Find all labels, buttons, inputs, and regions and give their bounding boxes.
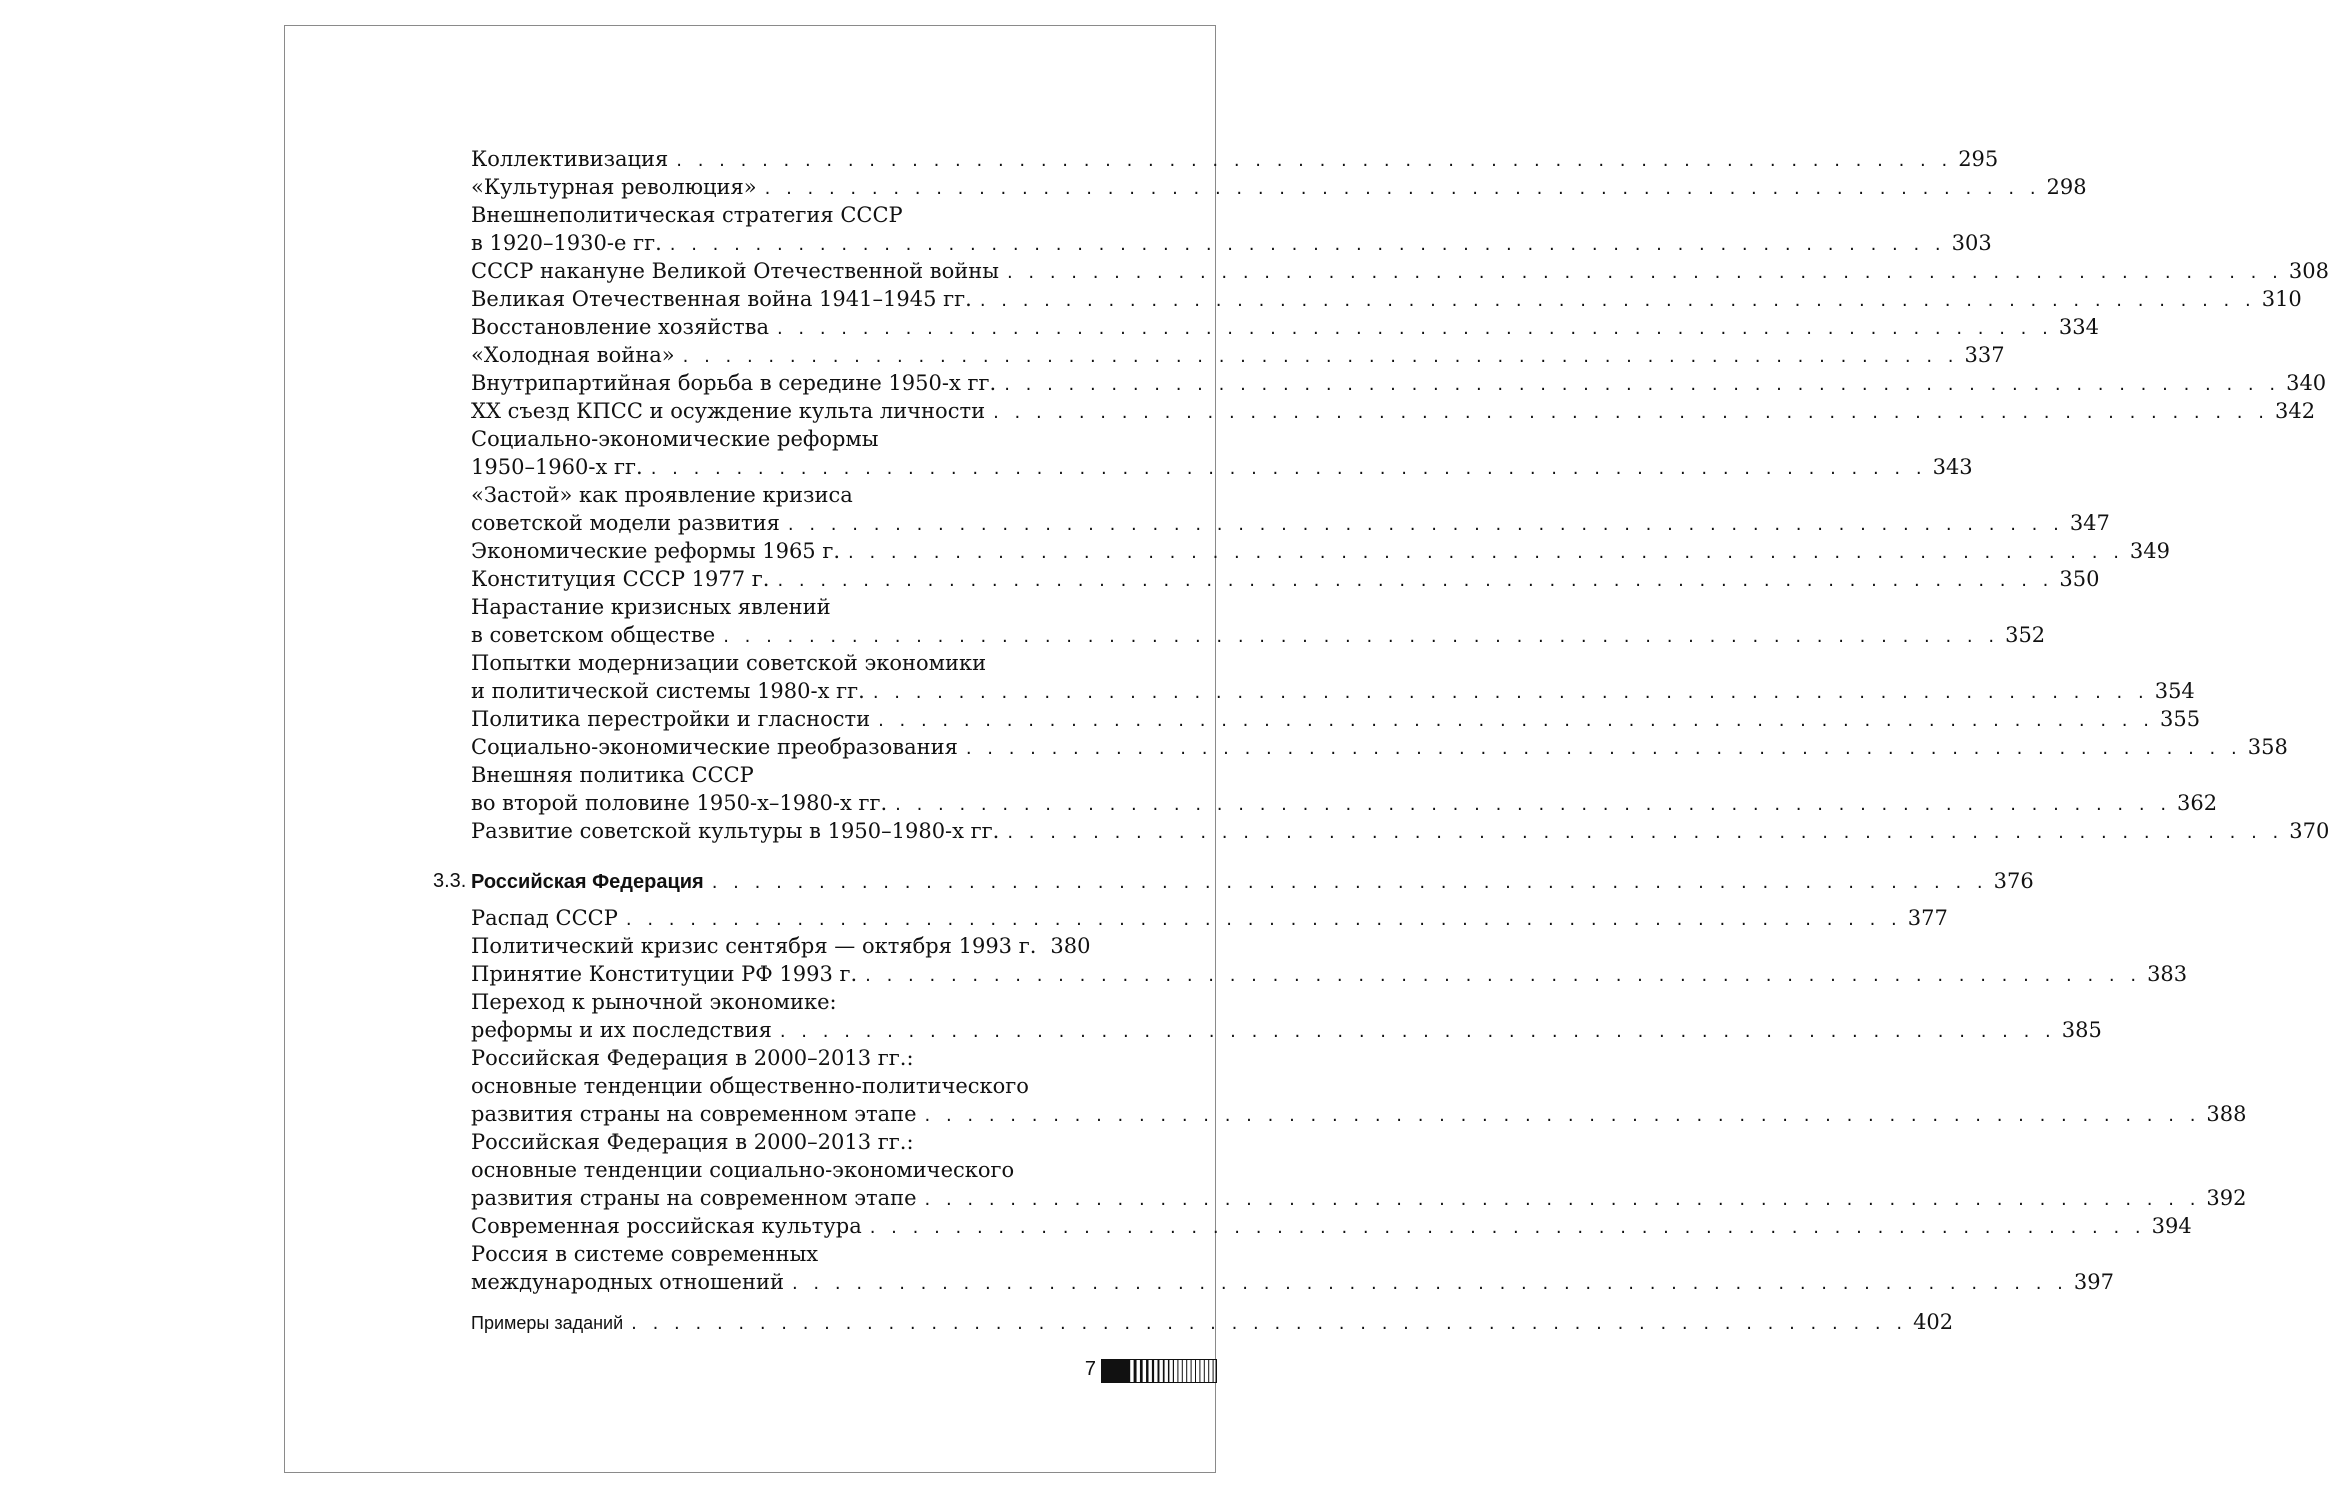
entry-title: Социально-экономические реформы (471, 427, 879, 451)
toc-entry (471, 537, 2171, 565)
toc-entry (471, 705, 2201, 733)
toc-entry-line (471, 425, 1087, 453)
marker-block (1101, 1359, 1127, 1383)
entry-page-number: 362 (2177, 791, 2218, 815)
toc-entry (471, 145, 1999, 173)
entry-title: Внутрипартийная борьба в середине 1950-х гг. (471, 371, 997, 395)
entry-title: Современная российская культура (471, 1214, 862, 1238)
entry-title: «Культурная революция» (471, 175, 757, 199)
entry-title: Политический кризис сентября — октября 1993 г. (471, 934, 1037, 958)
toc-entry-line (471, 145, 1999, 173)
entry-title: Российская Федерация в 2000–2013 гг.: (471, 1046, 914, 1070)
dot-leader: . . . . . . . . . . . . . . . . . . . . . . . . . . . . . . . . . . . . . . . . . . . . . . . . . . . . . . . . . . . . (869, 1217, 2146, 1238)
marker-stripe (1152, 1359, 1154, 1383)
toc-entry (471, 649, 2195, 705)
marker-stripe (1213, 1359, 1214, 1383)
entry-title: XX съезд КПСС и осуждение культа личности (471, 399, 986, 423)
dot-leader: . . . . . . . . . . . . . . . . . . . . . . . . . . . . . . . . . . . . . . . . . . . . . . . . . . . . . . . . . . . . (777, 570, 2054, 591)
entry-title: Великая Отечественная война 1941–1945 гг. (471, 287, 972, 311)
entry-title: Распад СССР (471, 906, 618, 930)
entry-title: основные тенденции общественно-политического (471, 1074, 1029, 1098)
toc-entry-line (471, 1212, 2192, 1240)
entry-page-number: 354 (2154, 679, 2195, 703)
dot-leader: . . . . . . . . . . . . . . . . . . . . . . . . . . . . . . . . . . . . . . . . . . . . . . . . . . . . . . . . . . . . (993, 402, 2269, 423)
entry-page-number: 394 (2151, 1214, 2192, 1238)
dot-leader: . . . . . . . . . . . . . . . . . . . . . . . . . . . . . . . . . . . . . . . . . . . . . . . . . . . . . . . . . . . . (791, 1273, 2068, 1294)
dot-leader: . . . . . . . . . . . . . . . . . . . . . . . . . . . . . . . . . . . . . . . . . . . . . . . . . . . . . . . . . . . . (779, 1021, 2056, 1042)
dot-leader: . . . . . . . . . . . . . . . . . . . . . . . . . . . . . . . . . . . . . . . . . . . . . . . . . . . . . . . . . . . . (1004, 374, 2281, 395)
entry-title: «Застой» как проявление кризиса (471, 483, 853, 507)
toc-entry-line (471, 509, 2110, 537)
marker-stripe (1208, 1359, 1209, 1383)
toc-entry (471, 425, 1973, 481)
toc-entry-line (471, 1240, 1087, 1268)
marker-stripe (1146, 1359, 1148, 1383)
page-number: 7 (1084, 1358, 1096, 1380)
entry-title: во второй половине 1950-х–1980-х гг. (471, 791, 888, 815)
marker-stripe (1127, 1359, 1130, 1383)
toc-entry-line (471, 397, 2316, 425)
entry-title: Российская Федерация в 2000–2013 гг.: (471, 1130, 914, 1154)
entry-page-number: 370 (2289, 819, 2329, 843)
toc-entry-line (471, 201, 1087, 229)
toc-entry-line (471, 537, 2171, 565)
marker-stripe (1177, 1359, 1178, 1383)
toc-entry-line (471, 1016, 2102, 1044)
toc-entry-line (471, 904, 1948, 932)
toc-entry (471, 761, 2218, 817)
toc-entry-line (471, 789, 2218, 817)
toc-entry-line (471, 1072, 1087, 1100)
entry-title: в советском обществе (471, 623, 716, 647)
toc-entry-line (471, 705, 2201, 733)
dot-leader: . . . . . . . . . . . . . . . . . . . . . . . . . . . . . . . . . . . . . . . . . . . . . . . . . . . . . . . . . . . . (625, 909, 1902, 930)
entry-title: «Холодная война» (471, 343, 675, 367)
toc-entry-line (471, 565, 2100, 593)
entry-page-number: 298 (2046, 175, 2087, 199)
entry-title: Политика перестройки и гласности (471, 707, 871, 731)
toc-entry-line (471, 733, 2288, 761)
entry-page-number: 380 (1050, 934, 1091, 958)
dot-leader: . . . . . . . . . . . . . . . . . . . . . . . . . . . . . . . . . . . . . . . . . . . . . . . . . . . . . . . . . . . . (848, 542, 2124, 563)
dot-leader: . . . . . . . . . . . . . . . . . . . . . . . . . . . . . . . . . . . . . . . . . . . . . . . . . . . . . . . . . . . . (650, 458, 1927, 479)
entry-title: Внешняя политика СССР (471, 763, 754, 787)
toc-entry-line (471, 453, 1973, 481)
toc-entry (471, 904, 1948, 932)
entry-title: международных отношений (471, 1270, 784, 1294)
entry-page-number: 397 (2073, 1270, 2114, 1294)
entry-page-number: 388 (2206, 1102, 2247, 1126)
entry-page-number: 350 (2059, 567, 2100, 591)
entry-title: в 1920–1930-е гг. (471, 231, 662, 255)
entry-title: Коллективизация (471, 147, 669, 171)
toc-entry (471, 932, 1091, 960)
toc-entry (471, 397, 2316, 425)
dot-leader: . . . . . . . . . . . . . . . . . . . . . . . . . . . . . . . . . . . . . . . . . . . . . . . . . . . . . . . . . . . . (787, 514, 2064, 535)
marker-stripe (1168, 1359, 1169, 1383)
toc-entry-line (471, 1128, 1087, 1156)
dot-leader: . . . . . . . . . . . . . . . . . . . . . . . . . . . . . . . . . . . . . . . . . . . . . . . . . . . . . . . . . . . . (711, 872, 1988, 893)
toc-entry-line (471, 341, 2005, 369)
dot-leader: . . . . . . . . . . . . . . . . . . . . . . . . . . . . . . . . . . . . . . . . . . . . . . . . . . . . . . . . . . . . (979, 290, 2256, 311)
section-page-number: 376 (1993, 869, 2034, 893)
toc-entry-line (471, 1184, 2247, 1212)
entry-title: реформы и их последствия (471, 1018, 772, 1042)
toc-entry (471, 201, 1992, 257)
marker-stripe (1195, 1359, 1196, 1383)
dot-leader: . . . . . . . . . . . . . . . . . . . . . . . . . . . . . . . . . . . . . . . . . . . . . . . . . . . . . . . . . . . . (682, 346, 1959, 367)
entry-title: Нарастание кризисных явлений (471, 595, 831, 619)
toc-entries-bottom (471, 904, 2247, 1296)
entry-title: 1950–1960-х гг. (471, 455, 643, 479)
dot-leader: . . . . . . . . . . . . . . . . . . . . . . . . . . . . . . . . . . . . . . . . . . . . . . . . . . . . . . . . . . . . (776, 318, 2053, 339)
marker-stripe (1163, 1359, 1165, 1383)
entry-page-number: 337 (1964, 343, 2005, 367)
entry-page-number: 303 (1951, 231, 1992, 255)
dot-leader: . . . . . . . . . . . . . . . . . . . . . . . . . . . . . . . . . . . . . . . . . . . . . . . . . . . . . . . . . . . . (872, 682, 2149, 703)
toc-entry-line (471, 761, 1087, 789)
entry-page-number: 385 (2061, 1018, 2102, 1042)
toc-entry (471, 1240, 2114, 1296)
entry-page-number: 358 (2247, 735, 2288, 759)
entry-title: Переход к рыночной экономике: (471, 990, 837, 1014)
marker-stripe (1191, 1359, 1192, 1383)
entry-page-number: 352 (2005, 623, 2046, 647)
dot-leader: . . . . . . . . . . . . . . . . . . . . . . . . . . . . . . . . . . . . . . . . . . . . . . . . . . . . . . . . . . . . (878, 710, 2154, 731)
marker-stripe (1182, 1359, 1183, 1383)
entry-page-number: 347 (2069, 511, 2110, 535)
toc-entry (471, 369, 2327, 397)
toc-entry (471, 341, 2005, 369)
entry-title: Экономические реформы 1965 г. (471, 539, 841, 563)
entry-title: Принятие Конституции РФ 1993 г. (471, 962, 858, 986)
toc-entry-line (471, 988, 1087, 1016)
entry-title: Попытки модернизации советской экономики (471, 651, 987, 675)
marker-stripe (1134, 1359, 1137, 1383)
entry-title: СССР накануне Великой Отечественной войны (471, 259, 999, 283)
toc-entry-line (471, 1100, 2247, 1128)
entry-title: Конституция СССР 1977 г. (471, 567, 770, 591)
toc-entry-line (471, 369, 2327, 397)
entry-page-number: 340 (2286, 371, 2327, 395)
toc-entry (471, 988, 2102, 1044)
toc-entry-line (471, 1156, 1087, 1184)
dot-leader: . . . . . . . . . . . . . . . . . . . . . . . . . . . . . . . . . . . . . . . . . . . . . . . . . . . . . . . . . . . . (631, 1313, 1908, 1334)
dot-leader: . . . . . . . . . . . . . . . . . . . . . . . . . . . . . . . . . . . . . . . . . . . . . . . . . . . . . . . . . . . . (924, 1105, 2201, 1126)
toc-entry (471, 481, 2110, 537)
dot-leader: . . . . . . . . . . . . . . . . . . . . . . . . . . . . . . . . . . . . . . . . . . . . . . . . . . . . . . . . . . . . (865, 965, 2142, 986)
toc-entry-line (471, 481, 1087, 509)
entry-page-number: 355 (2159, 707, 2201, 731)
toc-entry-line (471, 285, 2302, 313)
marker-stripe (1186, 1359, 1187, 1383)
toc-section-heading (433, 867, 2034, 895)
page-edge-marker-icon (1101, 1359, 1217, 1383)
examples-title: Примеры заданий (471, 1313, 624, 1333)
toc-entry-line (471, 1268, 2114, 1296)
toc-entry (471, 733, 2288, 761)
examples-page-number: 402 (1913, 1310, 1954, 1334)
toc-entry-line (471, 649, 1087, 677)
marker-stripe (1140, 1359, 1143, 1383)
entry-title: Развитие советской культуры в 1950–1980-х гг. (471, 819, 1000, 843)
section-number: 3.3. (433, 870, 467, 892)
toc-entry (471, 1044, 2247, 1128)
marker-stripe (1158, 1359, 1160, 1383)
entry-title: развития страны на современном этапе (471, 1186, 917, 1210)
entry-page-number: 295 (1958, 147, 1999, 171)
entry-title: Россия в системе современных (471, 1242, 819, 1266)
toc-entries-top (471, 145, 2329, 845)
toc-entry-line (471, 313, 2099, 341)
toc-entry-line (471, 229, 1992, 257)
entry-title: Восстановление хозяйства (471, 315, 769, 339)
toc-entry (471, 565, 2100, 593)
entry-title: развития страны на современном этапе (471, 1102, 917, 1126)
toc-entry (471, 817, 2329, 845)
dot-leader: . . . . . . . . . . . . . . . . . . . . . . . . . . . . . . . . . . . . . . . . . . . . . . . . . . . . . . . . . . . . (723, 626, 2000, 647)
entry-page-number: 377 (1907, 906, 1948, 930)
toc-entry (471, 1212, 2192, 1240)
toc-entry (471, 1128, 2247, 1212)
table-of-contents (433, 145, 2329, 1336)
dot-leader: . . . . . . . . . . . . . . . . . . . . . . . . . . . . . . . . . . . . . . . . . . . . . . . . . . . . . . . . . . . . (965, 738, 2242, 759)
entry-title: Социально-экономические преобразования (471, 735, 958, 759)
entry-page-number: 349 (2129, 539, 2171, 563)
marker-stripe (1173, 1359, 1174, 1383)
toc-entry (471, 313, 2099, 341)
dot-leader: . . . . . . . . . . . . . . . . . . . . . . . . . . . . . . . . . . . . . . . . . . . . . . . . . . . . . . . . . . . . (924, 1189, 2201, 1210)
entry-page-number: 308 (2288, 259, 2329, 283)
entry-title: и политической системы 1980-х гг. (471, 679, 865, 703)
toc-entry-line (471, 257, 2329, 285)
toc-entry-line (471, 817, 2329, 845)
entry-page-number: 392 (2206, 1186, 2247, 1210)
marker-stripe (1204, 1359, 1205, 1383)
toc-examples-entry (471, 1308, 1954, 1336)
toc-entry-line (471, 960, 2188, 988)
toc-entry-line (471, 621, 2046, 649)
entry-page-number: 310 (2261, 287, 2302, 311)
toc-entry-line (471, 932, 1091, 960)
toc-entry (471, 257, 2329, 285)
toc-entry-line (471, 173, 2087, 201)
marker-stripe (1199, 1359, 1200, 1383)
toc-entry (471, 593, 2046, 649)
book-page (284, 25, 2329, 1473)
toc-entry (471, 173, 2087, 201)
dot-leader: . . . . . . . . . . . . . . . . . . . . . . . . . . . . . . . . . . . . . . . . . . . . . . . . . . . . . . . . . . . . (764, 178, 2041, 199)
toc-entry-line (471, 593, 1087, 621)
entry-title: советской модели развития (471, 511, 780, 535)
dot-leader: . . . . . . . . . . . . . . . . . . . . . . . . . . . . . . . . . . . . . . . . . . . . . . . . . . . . . . . . . . . . (1006, 262, 2283, 283)
dot-leader: . . . . . . . . . . . . . . . . . . . . . . . . . . . . . . . . . . . . . . . . . . . . . . . . . . . . . . . . . . . . (669, 234, 1946, 255)
section-title: Российская Федерация (471, 871, 704, 893)
toc-entry (471, 285, 2302, 313)
entry-page-number: 343 (1932, 455, 1973, 479)
toc-entry-line (471, 1044, 1087, 1072)
entry-title: Внешнеполитическая стратегия СССР (471, 203, 903, 227)
entry-page-number: 342 (2274, 399, 2316, 423)
toc-entry (471, 960, 2188, 988)
dot-leader: . . . . . . . . . . . . . . . . . . . . . . . . . . . . . . . . . . . . . . . . . . . . . . . . . . . . . . . . . . . . (1007, 822, 2284, 843)
entry-page-number: 334 (2058, 315, 2099, 339)
entry-page-number: 383 (2147, 962, 2188, 986)
dot-leader: . . . . . . . . . . . . . . . . . . . . . . . . . . . . . . . . . . . . . . . . . . . . . . . . . . . . . . . . . . . . (676, 150, 1953, 171)
entry-title: основные тенденции социально-экономического (471, 1158, 1015, 1182)
toc-entry-line (471, 677, 2195, 705)
dot-leader: . . . . . . . . . . . . . . . . . . . . . . . . . . . . . . . . . . . . . . . . . . . . . . . . . . . . . . . . . . . . (895, 794, 2172, 815)
